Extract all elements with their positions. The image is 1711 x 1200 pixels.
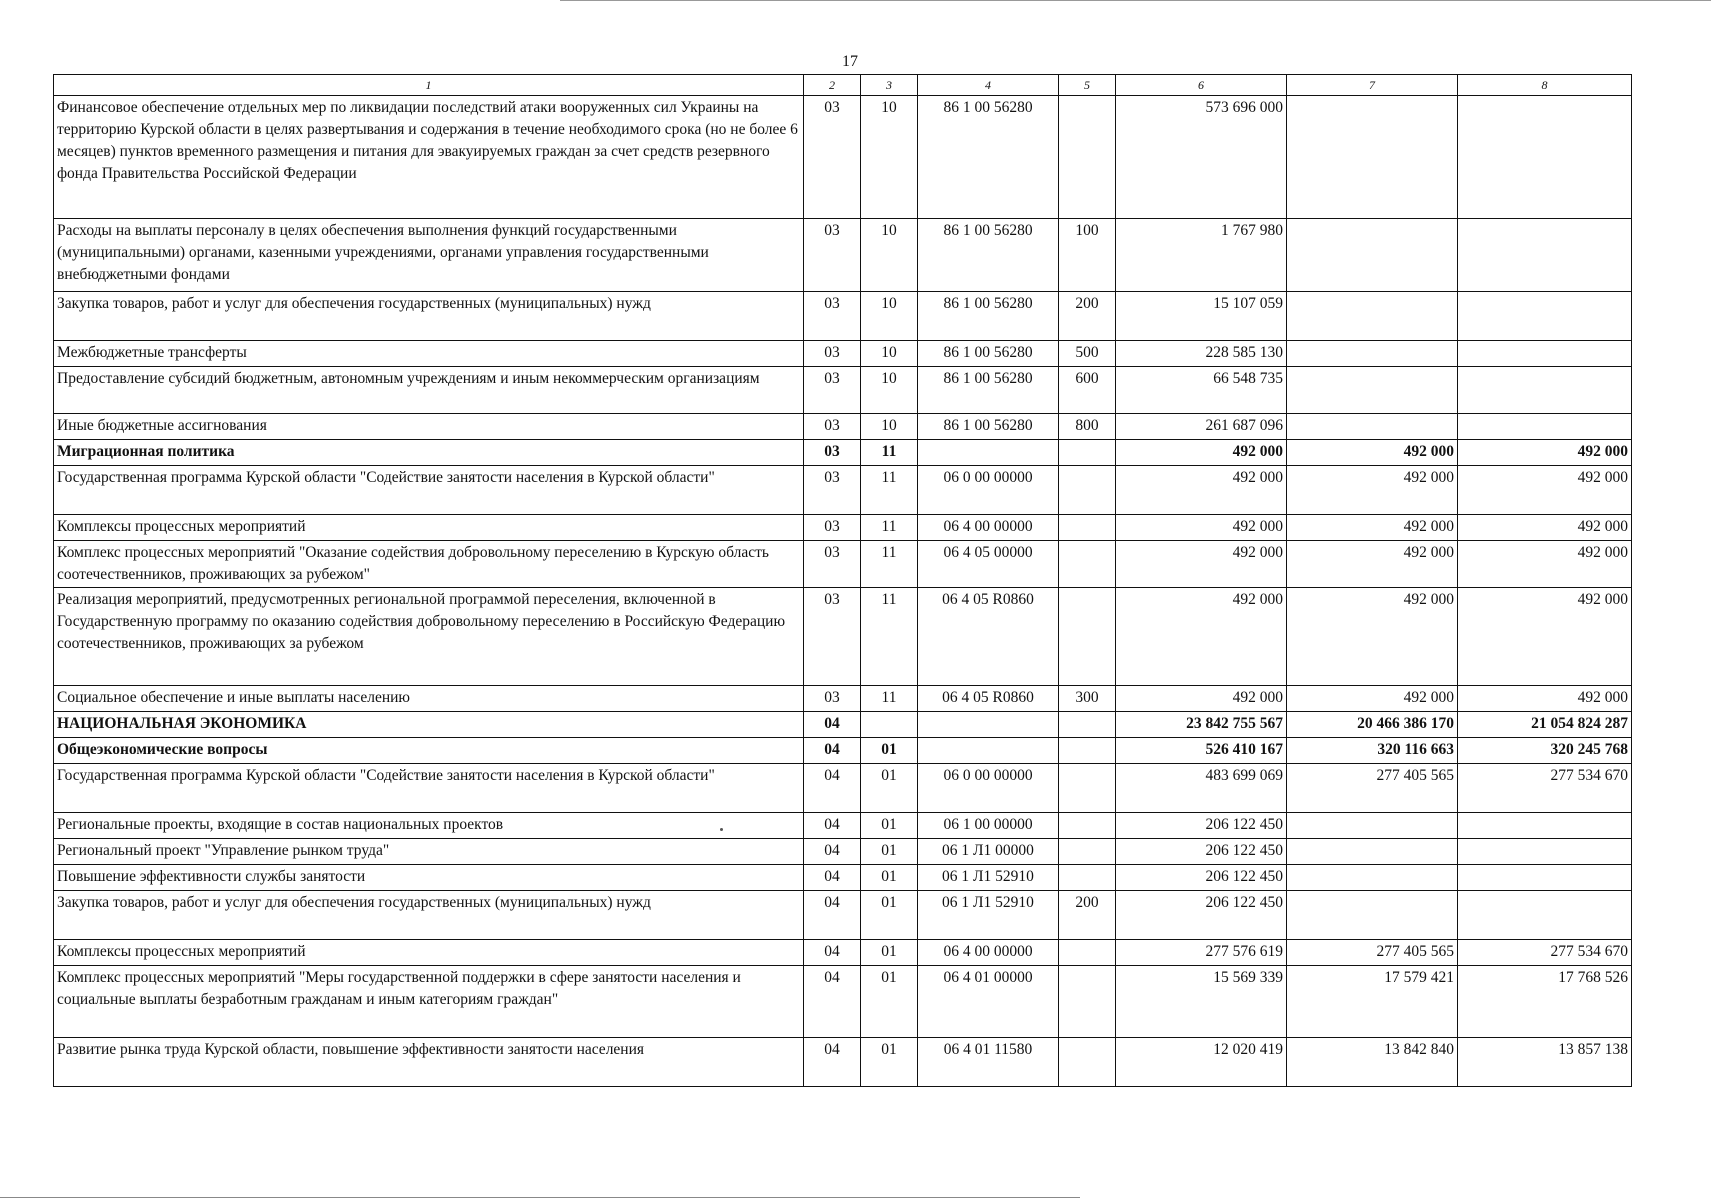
amount-col7-cell: 277 405 565 [1287,764,1458,813]
amount-col8-cell: 320 245 768 [1458,738,1632,764]
row-name-cell: Межбюджетные трансферты [54,341,804,367]
amount-col7-cell [1287,865,1458,891]
amount-col6-cell: 228 585 130 [1116,341,1287,367]
expense-type-cell [1059,588,1116,686]
row-name-cell: Социальное обеспечение и иные выплаты населению [54,686,804,712]
amount-col6-cell: 492 000 [1116,588,1287,686]
amount-col6-cell: 492 000 [1116,686,1287,712]
amount-col7-cell [1287,891,1458,940]
section-code-cell: 03 [804,367,861,414]
section-code-cell: 03 [804,541,861,588]
section-code-cell: 03 [804,466,861,515]
amount-col6-cell: 23 842 755 567 [1116,712,1287,738]
target-article-cell: 06 1 Л1 52910 [918,891,1059,940]
amount-col8-cell: 492 000 [1458,588,1632,686]
expense-type-cell [1059,813,1116,839]
amount-col7-cell [1287,96,1458,219]
subsection-code-cell: 11 [861,686,918,712]
target-article-cell: 06 4 01 00000 [918,966,1059,1038]
target-article-cell: 06 4 00 00000 [918,515,1059,541]
table-row [54,738,1632,764]
section-code-cell: 03 [804,414,861,440]
amount-col6-cell: 206 122 450 [1116,891,1287,940]
amount-col7-cell [1287,219,1458,292]
expense-type-cell [1059,1038,1116,1087]
amount-col8-cell: 277 534 670 [1458,764,1632,813]
amount-col8-cell: 492 000 [1458,686,1632,712]
row-name-cell: НАЦИОНАЛЬНАЯ ЭКОНОМИКА [54,712,804,738]
page-number: 17 [842,53,858,70]
amount-col6-cell: 206 122 450 [1116,839,1287,865]
section-code-cell: 04 [804,891,861,940]
row-name-cell: Закупка товаров, работ и услуг для обеспечения государственных (муниципальных) нужд [54,292,804,341]
subsection-code-cell [861,712,918,738]
row-name-cell: Комплекс процессных мероприятий "Оказание содействия добровольному переселению в Курскую область соотечественников, проживающих за рубежом" [54,541,804,588]
amount-col6-cell: 492 000 [1116,440,1287,466]
subsection-code-cell: 11 [861,541,918,588]
subsection-code-cell: 01 [861,865,918,891]
table-row [54,764,1632,813]
table-row [54,440,1632,466]
section-code-cell: 04 [804,764,861,813]
amount-col7-cell: 20 466 386 170 [1287,712,1458,738]
table-row [54,865,1632,891]
section-code-cell: 04 [804,813,861,839]
amount-col8-cell: 21 054 824 287 [1458,712,1632,738]
row-name-cell: Миграционная политика [54,440,804,466]
table-row [54,341,1632,367]
section-code-cell: 04 [804,738,861,764]
amount-col7-cell [1287,414,1458,440]
subsection-code-cell: 11 [861,440,918,466]
amount-col6-cell: 573 696 000 [1116,96,1287,219]
amount-col6-cell: 12 020 419 [1116,1038,1287,1087]
target-article-cell: 06 4 05 R0860 [918,588,1059,686]
target-article-cell [918,738,1059,764]
row-name-cell: Общеэкономические вопросы [54,738,804,764]
column-header: 7 [1287,75,1458,96]
row-name-cell: Комплекс процессных мероприятий "Меры государственной поддержки в сфере занятости населения и социальные выплаты безработным гражданам и иным категориям граждан" [54,966,804,1038]
amount-col8-cell: 492 000 [1458,541,1632,588]
amount-col7-cell: 277 405 565 [1287,940,1458,966]
expense-type-cell [1059,865,1116,891]
expense-type-cell: 200 [1059,292,1116,341]
target-article-cell: 86 1 00 56280 [918,219,1059,292]
table-row [54,414,1632,440]
row-name-cell: Расходы на выплаты персоналу в целях обеспечения выполнения функций государственными (муниципальными) органами, казенными учреждениями, органами управления государственными внебюджетными фондами [54,219,804,292]
row-name-cell: Реализация мероприятий, предусмотренных региональной программой переселения, включенной в Государственную программу по оказанию содействия добровольному переселению в Российскую Федерацию соотечественников, проживающих за рубежом [54,588,804,686]
expense-type-cell [1059,712,1116,738]
subsection-code-cell: 11 [861,588,918,686]
expense-type-cell [1059,440,1116,466]
subsection-code-cell: 01 [861,839,918,865]
row-name-cell: Закупка товаров, работ и услуг для обеспечения государственных (муниципальных) нужд [54,891,804,940]
amount-col7-cell: 492 000 [1287,686,1458,712]
table-row [54,466,1632,515]
subsection-code-cell: 10 [861,367,918,414]
expense-type-cell [1059,96,1116,219]
column-header: 6 [1116,75,1287,96]
target-article-cell: 86 1 00 56280 [918,96,1059,219]
expense-type-cell [1059,940,1116,966]
table-row [54,515,1632,541]
subsection-code-cell: 10 [861,96,918,219]
table-row [54,686,1632,712]
section-code-cell: 03 [804,440,861,466]
subsection-code-cell: 10 [861,414,918,440]
amount-col8-cell [1458,219,1632,292]
amount-col7-cell: 492 000 [1287,515,1458,541]
amount-col7-cell [1287,292,1458,341]
amount-col8-cell [1458,341,1632,367]
column-header: 4 [918,75,1059,96]
column-header: 8 [1458,75,1632,96]
target-article-cell: 06 4 05 R0860 [918,686,1059,712]
table-row [54,367,1632,414]
scan-top-rule [560,0,1711,1]
table-row [54,219,1632,292]
subsection-code-cell: 10 [861,292,918,341]
target-article-cell: 86 1 00 56280 [918,341,1059,367]
section-code-cell: 04 [804,865,861,891]
amount-col6-cell: 15 569 339 [1116,966,1287,1038]
row-name-cell: Комплексы процессных мероприятий [54,515,804,541]
table-row [54,96,1632,219]
amount-col6-cell: 492 000 [1116,466,1287,515]
amount-col8-cell [1458,96,1632,219]
table-body [54,96,1632,1087]
subsection-code-cell: 10 [861,219,918,292]
amount-col6-cell: 483 699 069 [1116,764,1287,813]
target-article-cell: 86 1 00 56280 [918,292,1059,341]
section-code-cell: 03 [804,588,861,686]
expense-type-cell [1059,466,1116,515]
expense-type-cell [1059,738,1116,764]
target-article-cell: 06 4 05 00000 [918,541,1059,588]
expense-type-cell: 800 [1059,414,1116,440]
amount-col6-cell: 206 122 450 [1116,865,1287,891]
target-article-cell: 06 1 00 00000 [918,813,1059,839]
expense-type-cell [1059,764,1116,813]
table-row [54,940,1632,966]
amount-col8-cell [1458,839,1632,865]
amount-col8-cell: 492 000 [1458,515,1632,541]
amount-col7-cell [1287,341,1458,367]
row-name-cell: Развитие рынка труда Курской области, повышение эффективности занятости населения [54,1038,804,1087]
row-name-cell: Комплексы процессных мероприятий [54,940,804,966]
target-article-cell: 06 4 00 00000 [918,940,1059,966]
amount-col8-cell [1458,414,1632,440]
amount-col6-cell: 206 122 450 [1116,813,1287,839]
column-header: 3 [861,75,918,96]
amount-col8-cell: 13 857 138 [1458,1038,1632,1087]
expense-type-cell: 300 [1059,686,1116,712]
expense-type-cell [1059,541,1116,588]
target-article-cell: 06 4 01 11580 [918,1038,1059,1087]
scan-bottom-rule [0,1197,1080,1198]
target-article-cell: 06 0 00 00000 [918,466,1059,515]
section-code-cell: 04 [804,712,861,738]
column-header: 2 [804,75,861,96]
amount-col8-cell: 492 000 [1458,466,1632,515]
amount-col8-cell: 277 534 670 [1458,940,1632,966]
subsection-code-cell: 01 [861,966,918,1038]
amount-col6-cell: 1 767 980 [1116,219,1287,292]
table-row [54,966,1632,1038]
amount-col8-cell: 17 768 526 [1458,966,1632,1038]
amount-col6-cell: 66 548 735 [1116,367,1287,414]
row-name-cell: Повышение эффективности службы занятости [54,865,804,891]
subsection-code-cell: 01 [861,940,918,966]
expense-type-cell: 500 [1059,341,1116,367]
row-name-cell: Региональные проекты, входящие в состав национальных проектов [54,813,804,839]
target-article-cell: 06 1 Л1 52910 [918,865,1059,891]
expense-type-cell: 600 [1059,367,1116,414]
amount-col6-cell: 15 107 059 [1116,292,1287,341]
amount-col8-cell [1458,292,1632,341]
subsection-code-cell: 11 [861,466,918,515]
target-article-cell [918,440,1059,466]
row-name-cell: Государственная программа Курской области "Содействие занятости населения в Курской области" [54,466,804,515]
table-row [54,292,1632,341]
amount-col7-cell: 492 000 [1287,440,1458,466]
expense-type-cell [1059,515,1116,541]
amount-col6-cell: 261 687 096 [1116,414,1287,440]
row-name-cell: Предоставление субсидий бюджетным, автономным учреждениям и иным некоммерческим организациям [54,367,804,414]
amount-col8-cell [1458,891,1632,940]
subsection-code-cell: 11 [861,515,918,541]
expense-type-cell: 100 [1059,219,1116,292]
section-code-cell: 03 [804,341,861,367]
amount-col7-cell [1287,839,1458,865]
section-code-cell: 04 [804,839,861,865]
amount-col7-cell [1287,367,1458,414]
table-row [54,891,1632,940]
amount-col7-cell: 320 116 663 [1287,738,1458,764]
target-article-cell: 06 0 00 00000 [918,764,1059,813]
target-article-cell [918,712,1059,738]
amount-col6-cell: 492 000 [1116,541,1287,588]
amount-col8-cell [1458,367,1632,414]
table-row [54,588,1632,686]
amount-col7-cell: 492 000 [1287,588,1458,686]
section-code-cell: 03 [804,292,861,341]
table-row [54,839,1632,865]
amount-col8-cell [1458,813,1632,839]
subsection-code-cell: 01 [861,891,918,940]
row-name-cell: Региональный проект "Управление рынком труда" [54,839,804,865]
subsection-code-cell: 01 [861,813,918,839]
amount-col7-cell: 17 579 421 [1287,966,1458,1038]
section-code-cell: 04 [804,940,861,966]
expense-type-cell [1059,966,1116,1038]
amount-col8-cell: 492 000 [1458,440,1632,466]
expense-type-cell: 200 [1059,891,1116,940]
amount-col6-cell: 492 000 [1116,515,1287,541]
section-code-cell: 03 [804,219,861,292]
section-code-cell: 03 [804,686,861,712]
scan-speck [720,828,723,831]
subsection-code-cell: 01 [861,738,918,764]
amount-col6-cell: 526 410 167 [1116,738,1287,764]
amount-col7-cell: 492 000 [1287,466,1458,515]
subsection-code-cell: 01 [861,1038,918,1087]
row-name-cell: Государственная программа Курской области "Содействие занятости населения в Курской области" [54,764,804,813]
target-article-cell: 86 1 00 56280 [918,367,1059,414]
amount-col7-cell [1287,813,1458,839]
table-row [54,712,1632,738]
section-code-cell: 04 [804,1038,861,1087]
section-code-cell: 03 [804,96,861,219]
column-header: 5 [1059,75,1116,96]
section-code-cell: 03 [804,515,861,541]
column-number-row [54,75,1632,96]
target-article-cell: 06 1 Л1 00000 [918,839,1059,865]
budget-table [53,74,1632,1087]
column-header: 1 [54,75,804,96]
amount-col7-cell: 13 842 840 [1287,1038,1458,1087]
row-name-cell: Финансовое обеспечение отдельных мер по ликвидации последствий атаки вооруженных сил Украины на территорию Курской области в целях развертывания и содержания в течение необходимого срока (но не более 6 месяцев) пунктов временного размещения и питания для эвакуируемых граждан за счет средств резервного фонда Правительства Российской Федерации [54,96,804,219]
amount-col6-cell: 277 576 619 [1116,940,1287,966]
table-row [54,1038,1632,1087]
section-code-cell: 04 [804,966,861,1038]
target-article-cell: 86 1 00 56280 [918,414,1059,440]
row-name-cell: Иные бюджетные ассигнования [54,414,804,440]
table-row [54,541,1632,588]
amount-col8-cell [1458,865,1632,891]
table-row [54,813,1632,839]
subsection-code-cell: 01 [861,764,918,813]
expense-type-cell [1059,839,1116,865]
amount-col7-cell: 492 000 [1287,541,1458,588]
subsection-code-cell: 10 [861,341,918,367]
